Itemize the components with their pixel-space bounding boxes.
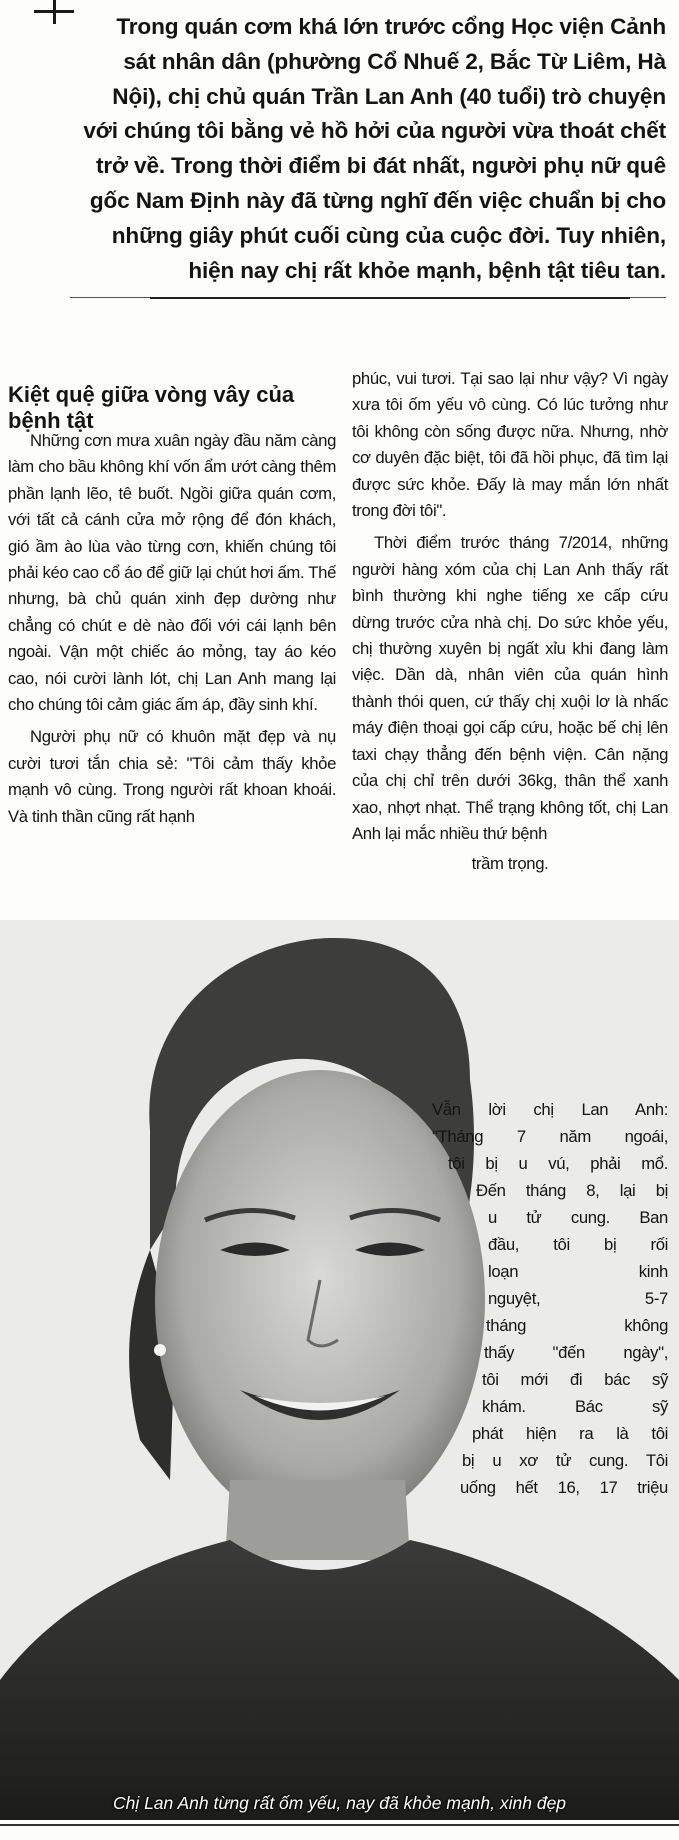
corner-plus-mark: [34, 0, 74, 40]
left-paragraph-2: Người phụ nữ có khuôn mặt đẹp và nụ cười tươi tắn chia sẻ: "Tôi cảm thấy khỏe mạnh vô cùng. Trong người rất khoan khoái. Và tinh thần cũng rất hạnh: [8, 727, 336, 826]
left-paragraph-1: Những cơn mưa xuân ngày đầu năm càng làm cho bầu không khí vốn ẩm ướt càng thêm phần lạnh lẽo, tê buốt. Ngồi giữa quán cơm, với tất cả cánh cửa mở rộng để đón khách, gió ầm ào lùa vào từng cơn, khiến chúng tôi phải kéo cao cổ áo để giữ lại chút hơi ấm. Thế nhưng, bà chủ quán xinh đẹp dường như chẳng có chút e dè nào đối với cái lạnh bên ngoài. Vận một chiếc áo mỏng, tay áo kéo cao, nói cười lành lót, chị Lan Anh mang lại cho chúng tôi cảm giác ấm áp, đầy sinh khí.: [8, 431, 336, 715]
wrap-line: tháng không: [486, 1316, 668, 1335]
wrap-line: Đến tháng 8, lại bị: [476, 1181, 668, 1200]
right-paragraph-3: trầm trọng.: [471, 854, 549, 874]
wrap-line: tôi mới đi bác sỹ: [482, 1370, 668, 1389]
lead-divider-bold: [150, 297, 630, 299]
right-paragraph-1: phúc, vui tươi. Tại sao lại như vậy? Vì ngày xưa tôi ốm yếu vô cùng. Có lúc tưởng như tôi không còn sống được nữa. Nhưng, nhờ cơ duyên đặc biệt, tôi đã hồi phục, đã tìm lại được sức khỏe. Đấy là may mắn lớn nhất trong đời tôi".: [352, 369, 668, 521]
wrap-line: bị u xơ tử cung. Tôi: [462, 1451, 668, 1470]
right-paragraph-2: Thời điểm trước tháng 7/2014, những người hàng xóm của chị Lan Anh thấy rất bình thường khi nghe tiếng xe cấp cứu dừng trước cửa nhà chị. Do sức khỏe yếu, chị thường xuyên bị ngất xỉu khi đang làm việc. Dần dà, nhân viên của quán hình thành thói quen, cứ thấy chị xuội lơ là nhấc máy điện thoại gọi cấp cứu, hoặc bế chị lên taxi chạy thẳng đến bệnh viện. Cân nặng của chị chỉ trên dưới 36kg, thân thể xanh xao, nhợt nhạt. Thể trạng không tốt, chị Lan Anh lại mắc nhiều thứ bệnh: [352, 533, 668, 843]
wrap-line: loạn kinh: [488, 1262, 668, 1281]
wrap-line: tôi bị u vú, phải mổ.: [448, 1154, 668, 1173]
wrap-line: nguyệt, 5-7: [488, 1289, 668, 1308]
wrap-line: u tử cung. Ban: [488, 1208, 668, 1227]
wrap-line: thấy "đến ngày",: [484, 1343, 668, 1362]
wrap-line: đầu, tôi bị rối: [488, 1235, 668, 1254]
wrap-line: "Tháng 7 năm ngoái,: [432, 1127, 668, 1146]
right-column: [352, 366, 668, 884]
wrap-line: phát hiện ra là tôi: [472, 1424, 668, 1443]
bottom-divider: [0, 1824, 679, 1826]
wrap-line: Vẫn lời chị Lan Anh:: [432, 1100, 668, 1119]
photo-caption: Chị Lan Anh từng rất ốm yếu, nay đã khỏe mạnh, xinh đẹp: [112, 1793, 567, 1813]
left-column: [8, 428, 336, 836]
lead-paragraph: Trong quán cơm khá lớn trước cổng Học viện Cảnh sát nhân dân (phường Cổ Nhuế 2, Bắc Từ Liêm, Hà Nội), chị chủ quán Trần Lan Anh (40 tuổi) trò chuyện với chúng tôi bằng vẻ hồ hởi của người vừa thoát chết trở về. Trong thời điểm bi đát nhất, người phụ nữ quê gốc Nam Định này đã từng nghĩ đến việc chuẩn bị cho những giây phút cuối cùng của cuộc đời. Tuy nhiên, hiện nay chị rất khỏe mạnh, bệnh tật tiêu tan.: [83, 14, 666, 283]
wrap-line: khám. Bác sỹ: [482, 1397, 668, 1416]
section-heading: Kiệt quệ giữa vòng vây của bệnh tật: [8, 382, 295, 434]
wrap-line: uống hết 16, 17 triệu: [460, 1478, 668, 1497]
